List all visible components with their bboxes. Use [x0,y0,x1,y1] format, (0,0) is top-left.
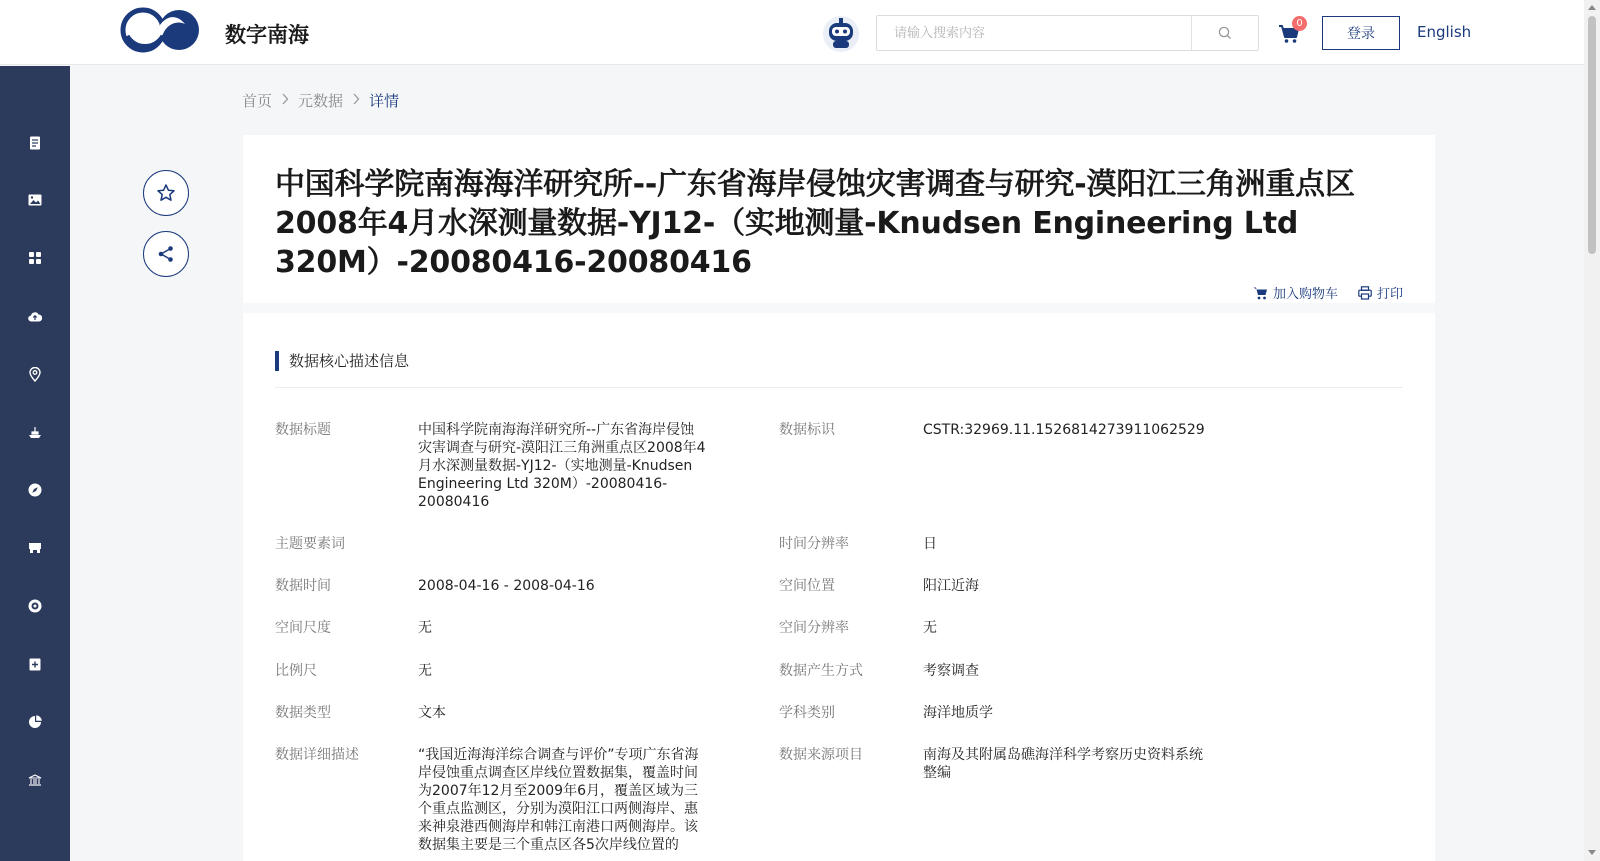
detail-card [243,135,1435,861]
sidebar-item-document[interactable] [15,123,55,163]
scroll-up-arrow-icon[interactable] [1588,3,1596,11]
print-label: 打印 [1376,287,1403,302]
field-value-source-project: 南海及其附属岛礁海洋科学考察历史资料系统整编 [923,747,1203,781]
field-label-discipline: 学科类别 [779,705,835,721]
sidebar-item-location[interactable] [15,354,55,394]
field-label-location: 空间位置 [779,578,835,594]
top-header [0,0,1584,65]
target-icon [28,599,42,613]
document-icon [29,136,41,150]
robot-assistant-icon[interactable] [820,12,862,54]
brand-name: 数字南海 [225,23,309,47]
field-value-data-title: 中国科学院南海海洋研究所--广东省海岸侵蚀灾害调查与研究-漠阳江三角洲重点区2008年4月水深测量数据-YJ12-（实地测量-Knudsen Engineering Ltd 320M）-20080416-20080416 [418,422,706,510]
breadcrumb-home[interactable]: 首页 [242,92,273,110]
sidebar-item-cloud[interactable] [15,296,55,336]
sidebar-item-ship[interactable] [15,412,55,452]
sidebar-item-grid[interactable] [15,238,55,278]
location-pin-icon [29,367,41,382]
share-button[interactable] [143,231,189,277]
field-label-time-resolution: 时间分辨率 [779,536,849,552]
search-input[interactable] [877,16,1189,50]
field-value-data-id: CSTR:32969.11.1526814273911062529 [923,422,1205,438]
favorite-button[interactable] [143,170,189,216]
search-icon [1218,26,1232,40]
field-label-spatial-scale: 空间尺度 [275,620,331,636]
field-value-data-time: 2008-04-16 - 2008-04-16 [418,578,595,594]
scroll-down-arrow-icon[interactable] [1588,849,1596,857]
field-label-data-title: 数据标题 [275,422,331,438]
field-value-time-resolution: 日 [923,536,937,552]
breadcrumb [242,90,399,111]
sidebar-item-institution[interactable] [15,760,55,800]
scrollbar-thumb[interactable] [1588,16,1596,254]
field-label-source-project: 数据来源项目 [779,747,863,763]
language-switch-link[interactable]: English [1417,23,1472,41]
chevron-right-icon [352,93,360,109]
institution-icon [28,774,42,786]
field-value-description: “我国近海海洋综合调查与评价”专项广东省海岸侵蚀重点调查区岸线位置数据集，覆盖时间为2007年12月至2009年6月，覆盖区域为三个重点监测区，分别为漠阳江口两侧海岸、惠来神泉港西侧海岸和韩江南港口两侧海岸。该数据集主要是三个重点区各5次岸线位置的 [418,747,699,853]
cloud-upload-icon [28,311,42,322]
section-divider [275,387,1403,388]
field-label-spatial-resolution: 空间分辨率 [779,620,849,636]
print-button[interactable] [1358,283,1403,302]
field-value-production-method: 考察调查 [923,663,979,679]
shop-icon [28,542,42,554]
field-label-data-type: 数据类型 [275,705,331,721]
field-value-spatial-scale: 无 [418,620,432,636]
grid-icon [29,252,41,264]
sidebar-item-image[interactable] [15,180,55,220]
field-value-discipline: 海洋地质学 [923,705,993,721]
cart-count-badge: 0 [1292,16,1307,31]
card-divider [243,303,1435,313]
breadcrumb-current: 详情 [369,92,400,110]
add-to-cart-label: 加入购物车 [1272,287,1338,302]
field-value-spatial-resolution: 无 [923,620,937,636]
field-label-data-id: 数据标识 [779,422,835,438]
compass-icon [28,483,42,497]
field-label-production-method: 数据产生方式 [779,663,863,679]
field-value-scale: 无 [418,663,432,679]
field-value-data-type: 文本 [418,705,446,721]
chevron-right-icon [281,93,289,109]
share-icon [156,244,176,264]
detail-actions [1233,283,1403,302]
pie-chart-icon [28,715,42,729]
field-value-location: 阳江近海 [923,578,979,594]
site-logo[interactable] [119,6,205,54]
section-title: 数据核心描述信息 [275,351,409,371]
ship-icon [28,426,42,439]
add-to-cart-button[interactable] [1253,283,1338,302]
printer-icon [1358,286,1372,300]
field-label-data-time: 数据时间 [275,578,331,594]
sidebar-item-target[interactable] [15,586,55,626]
sidebar-item-chart[interactable] [15,702,55,742]
add-document-icon [29,658,41,671]
cart-button[interactable] [1278,18,1312,48]
sidebar-item-add-doc[interactable] [15,644,55,684]
field-label-scale: 比例尺 [275,663,317,679]
search-button[interactable] [1192,16,1258,50]
field-label-keywords: 主题要素词 [275,536,345,552]
search-box [876,15,1259,51]
breadcrumb-metadata[interactable]: 元数据 [298,92,344,110]
sidebar-item-compass[interactable] [15,470,55,510]
sidebar-item-shop[interactable] [15,528,55,568]
field-label-description: 数据详细描述 [275,747,359,763]
image-icon [28,194,42,206]
page-scrollbar[interactable] [1584,0,1600,861]
dataset-title: 中国科学院南海海洋研究所--广东省海岸侵蚀灾害调查与研究-漠阳江三角洲重点区2008年4月水深测量数据-YJ12-（实地测量-Knudsen Engineering Ltd 320M）-20080416-20080416 [275,167,1355,280]
login-button[interactable]: 登录 [1322,16,1400,50]
left-sidebar [0,66,70,861]
cart-icon [1253,286,1268,300]
star-icon [156,183,176,203]
